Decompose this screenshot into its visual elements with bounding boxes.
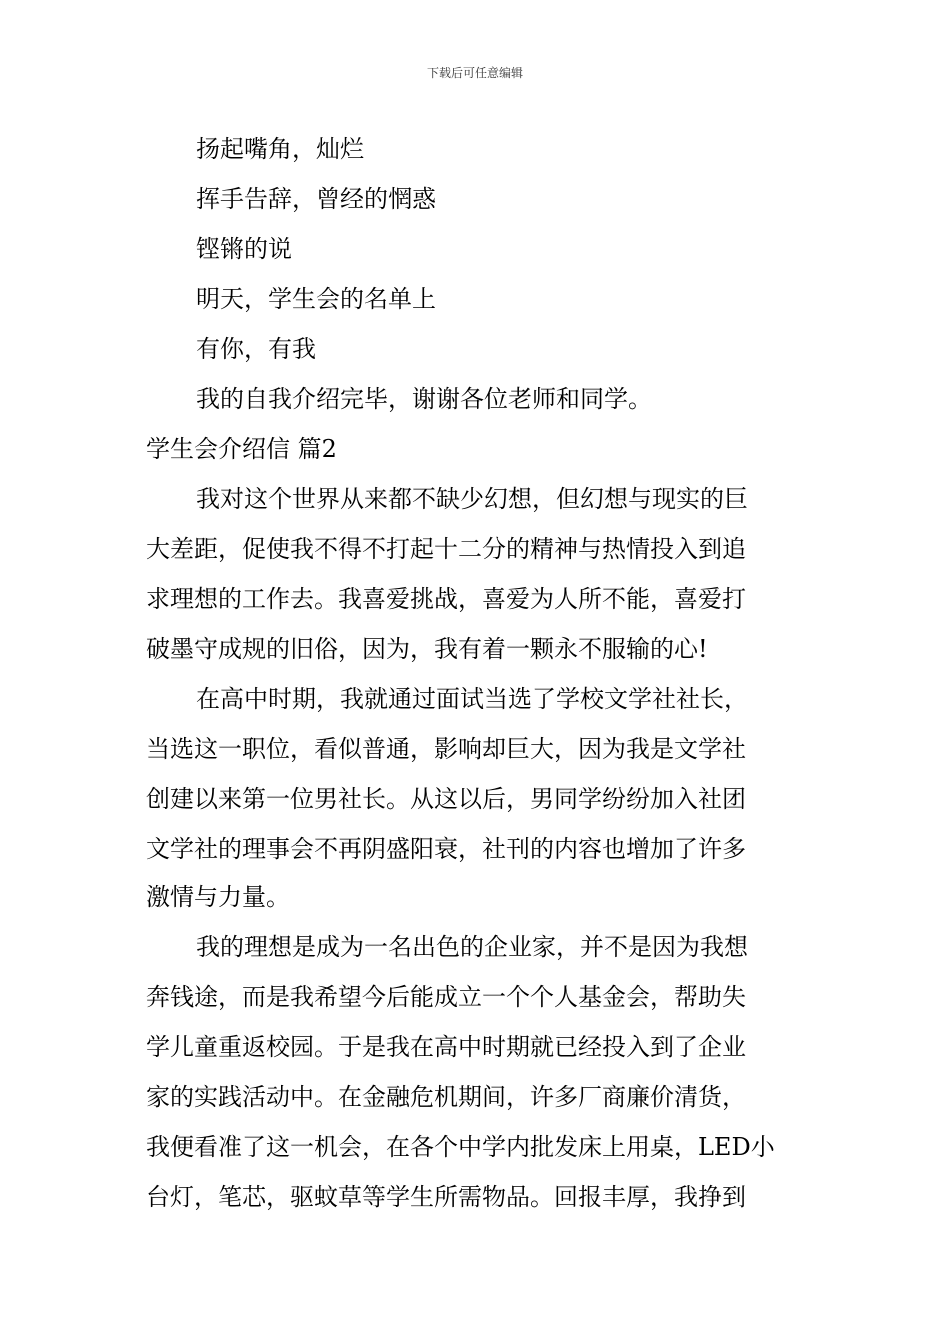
paragraph-line: 家的实践活动中。在金融危机期间，许多厂商廉价清货， (146, 1083, 746, 1111)
section-title: 学生会介绍信 篇2 (146, 435, 337, 463)
paragraph-line: 破墨守成规的旧俗，因为，我有着一颗永不服输的心! (146, 635, 708, 663)
paragraph-line: 我对这个世界从来都不缺少幻想，但幻想与现实的巨 (196, 485, 748, 513)
paragraph-line: 大差距，促使我不得不打起十二分的精神与热情投入到追 (146, 535, 746, 563)
poem-line: 扬起嘴角，灿烂 (196, 135, 364, 163)
closing-line: 我的自我介绍完毕，谢谢各位老师和同学。 (196, 385, 652, 413)
poem-line: 铿锵的说 (196, 235, 292, 263)
paragraph-line: 我的理想是成为一名出色的企业家，并不是因为我想 (196, 933, 748, 961)
paragraph-line: 求理想的工作去。我喜爱挑战，喜爱为人所不能，喜爱打 (146, 585, 746, 613)
poem-line: 明天，学生会的名单上 (196, 285, 436, 313)
page-header-note: 下载后可任意编辑 (426, 66, 523, 80)
paragraph-line: 创建以来第一位男社长。从这以后，男同学纷纷加入社团 (146, 785, 746, 813)
paragraph-line: 在高中时期，我就通过面试当选了学校文学社社长， (196, 685, 748, 713)
paragraph-line: 我便看准了这一机会，在各个中学内批发床上用桌，LED小 (146, 1133, 775, 1161)
poem-line: 挥手告辞，曾经的惘惑 (196, 185, 436, 213)
paragraph-line: 文学社的理事会不再阴盛阳衰，社刊的内容也增加了许多 (146, 835, 746, 863)
poem-line: 有你，有我 (196, 335, 316, 363)
paragraph-line: 奔钱途，而是我希望今后能成立一个个人基金会，帮助失 (146, 983, 746, 1011)
paragraph-line: 当选这一职位，看似普通，影响却巨大，因为我是文学社 (146, 735, 746, 763)
paragraph-line: 学儿童重返校园。于是我在高中时期就已经投入到了企业 (146, 1033, 746, 1061)
paragraph-line: 激情与力量。 (146, 883, 290, 911)
paragraph-line: 台灯，笔芯，驱蚊草等学生所需物品。回报丰厚，我挣到 (146, 1183, 746, 1211)
